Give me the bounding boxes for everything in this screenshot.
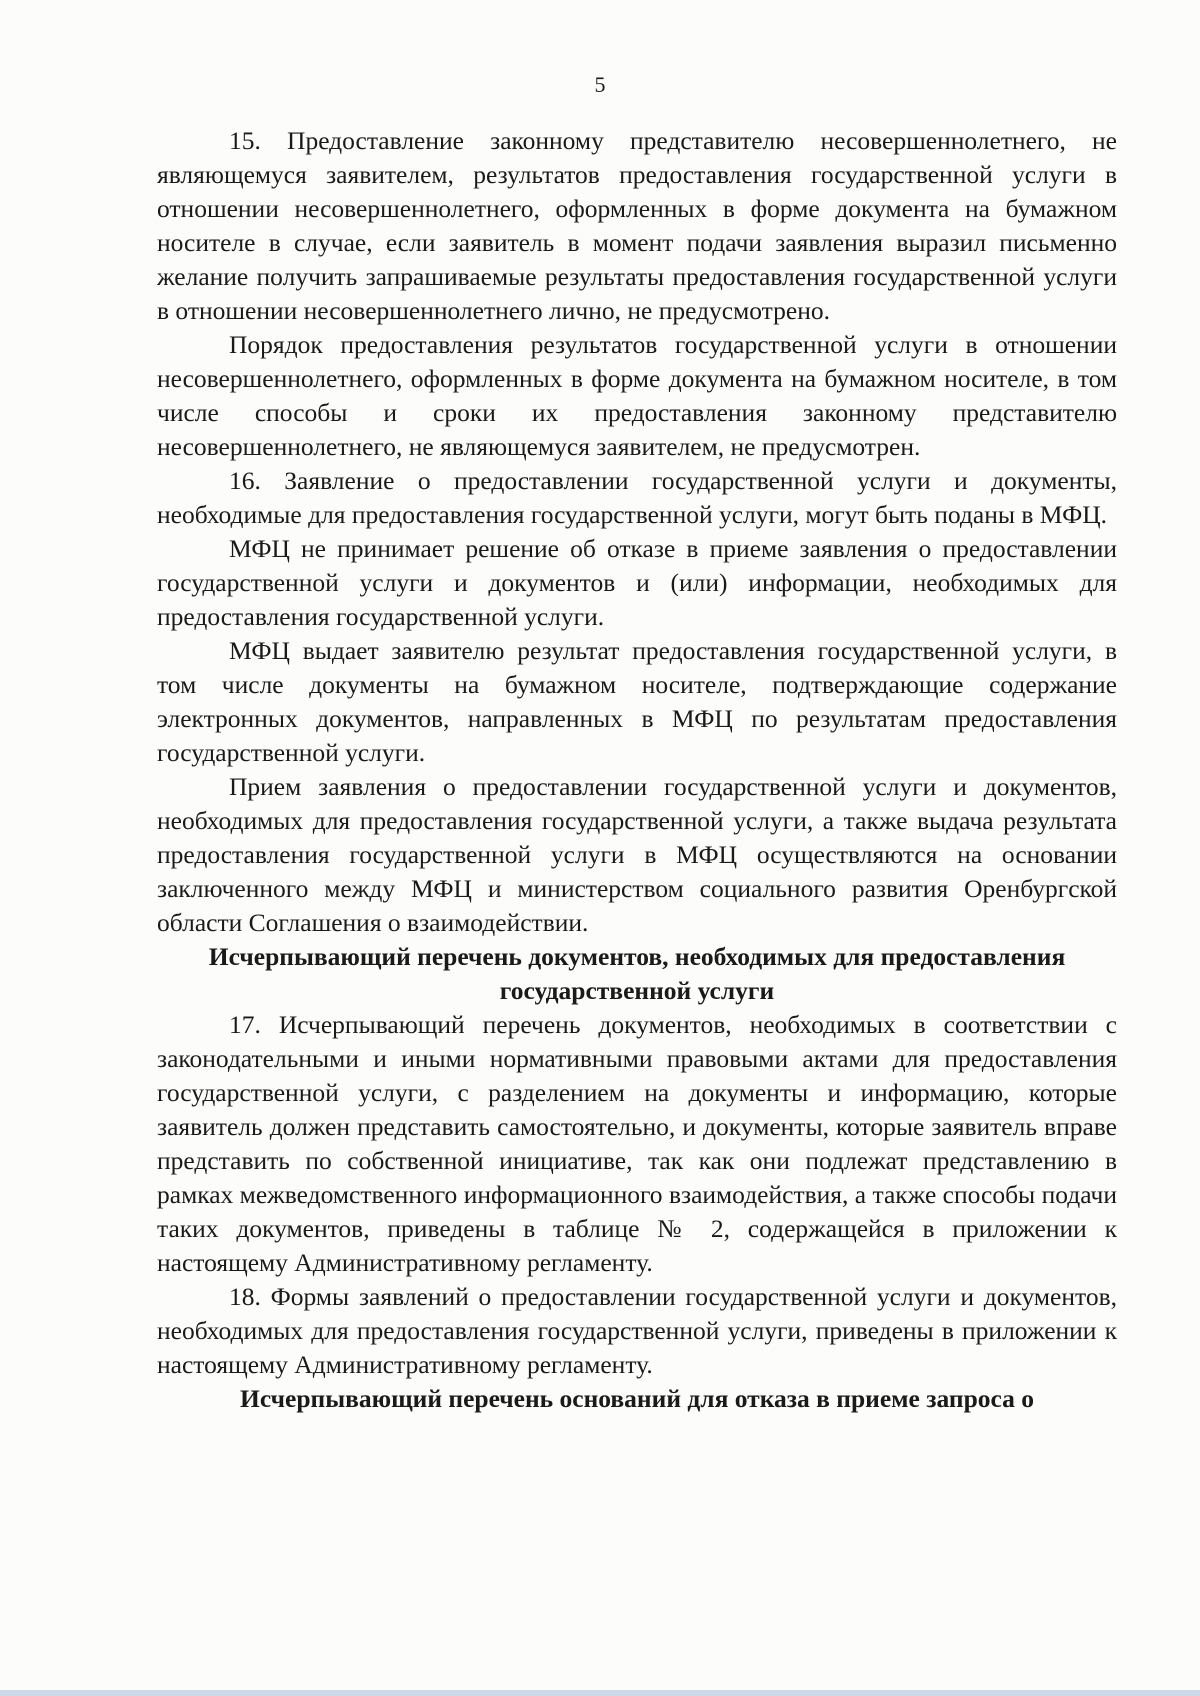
paragraph-18: 18. Формы заявлений о предоставлении государственной услуги и документов, необходимых для предоставления государственной услуги, приведены в приложении к настоящему Административному регламенту. — [157, 1282, 1117, 1379]
paragraph-15: 15. Предоставление законному представителю несовершеннолетнего, не являющемуся заявителем, результатов предоставления государственной услуги в отношении несовершеннолетнего, оформленных в форме документа на бумажном носителе в случае, если заявитель в момент подачи заявления выразил письменно желание получить запрашиваемые результаты предоставления государственной услуги в отношении несовершеннолетнего лично, не предусмотрено. — [157, 126, 1117, 325]
scan-bottom-edge — [0, 1690, 1200, 1696]
document-body — [157, 124, 1117, 1416]
paragraph-procedure: Порядок предоставления результатов государственной услуги в отношении несовершеннолетнего, оформленных в форме документа на бумажном носителе, в том числе способы и сроки их предоставления законному представителю несовершеннолетнего, не являющемуся заявителем, не предусмотрен. — [157, 330, 1117, 461]
section-heading-documents: Исчерпывающий перечень документов, необходимых для предоставления государственной услуги — [208, 942, 1066, 1005]
paragraph-reception: Прием заявления о предоставлении государственной услуги и документов, необходимых для предоставления государственной услуги, а также выдача результата предоставления государственной услуги в МФЦ осуществляются на основании заключенного между МФЦ и министерством социального развития Оренбургской области Соглашения о взаимодействии. — [157, 772, 1117, 937]
paragraph-mfc-issues-result: МФЦ выдает заявителю результат предоставления государственной услуги, в том числе документы на бумажном носителе, подтверждающие содержание электронных документов, направленных в МФЦ по результатам предоставления государственной услуги. — [157, 636, 1117, 767]
section-heading-refusal: Исчерпывающий перечень оснований для отказа в приеме запроса о — [239, 1384, 1035, 1413]
paragraph-16: 16. Заявление о предоставлении государственной услуги и документы, необходимые для предоставления государственной услуги, могут быть поданы в МФЦ. — [157, 466, 1117, 529]
paragraph-17: 17. Исчерпывающий перечень документов, необходимых в соответствии с законодательными и иными нормативными правовыми актами для предоставления государственной услуги, с разделением на документы и информацию, которые заявитель должен представить самостоятельно, и документы, которые заявитель вправе представить по собственной инициативе, так как они подлежат представлению в рамках межведомственного информационного взаимодействия, а также способы подачи таких документов, приведены в таблице № 2, содержащейся в приложении к настоящему Административному регламенту. — [157, 1010, 1117, 1277]
paragraph-mfc-no-refusal: МФЦ не принимает решение об отказе в приеме заявления о предоставлении государственной услуги и документов и (или) информации, необходимых для предоставления государственной услуги. — [157, 534, 1117, 631]
page-number: 5 — [594, 72, 606, 97]
